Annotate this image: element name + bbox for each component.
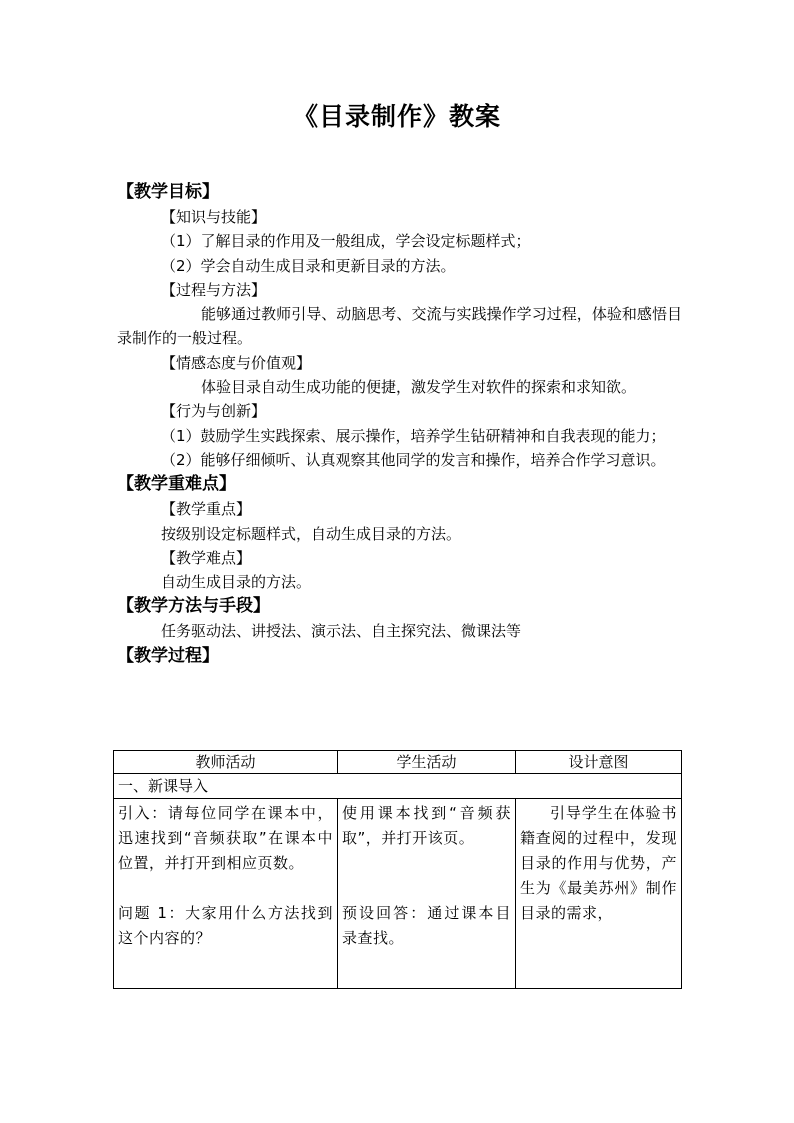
header-teacher-activity: 教师活动 [114, 751, 338, 774]
knowledge-item-2: （2）学会自动生成目录和更新目录的方法。 [161, 256, 456, 275]
process-method-text: 能够通过教师引导、动脑思考、交流与实践操作学习过程，体验和感悟目录制作的一般过程。 [117, 305, 682, 348]
table-section-row [114, 774, 682, 799]
student-activity-answer: 预设回答：通过课本目录查找。 [342, 904, 511, 947]
behavior-heading: 【行为与创新】 [161, 402, 267, 421]
teacher-activity-cell [114, 799, 338, 989]
focus-text: 按级别设定标题样式，自动生成目录的方法。 [161, 524, 462, 543]
knowledge-item-1: （1）了解目录的作用及一般组成，学会设定标题样式； [161, 232, 531, 251]
difficulty-heading: 【教学难点】 [161, 548, 252, 567]
difficulty-text: 自动生成目录的方法。 [161, 573, 312, 592]
emotion-heading: 【情感态度与价值观】 [161, 353, 312, 372]
emotion-text: 体验目录自动生成功能的便捷，激发学生对软件的探索和求知欲。 [201, 378, 637, 397]
knowledge-heading: 【知识与技能】 [161, 208, 267, 226]
document-title: 《目录制作》教案 [292, 102, 501, 131]
student-activity-action: 使用课本找到“音频获取”，并打开该页。 [342, 804, 511, 847]
teacher-activity-intro: 引入：请每位同学在课本中，迅速找到“音频获取”在课本中位置，并打开到相应页数。 [118, 804, 333, 872]
behavior-item-1: （1）鼓励学生实践探索、展示操作，培养学生钻研精神和自我表现的能力； [161, 426, 666, 445]
design-intent-text: 引导学生在体验书籍查阅的过程中，发现目录的作用与优势，产生为《最美苏州》制作目录的需求， [520, 804, 677, 922]
key-points-heading: 【教学重难点】 [117, 474, 236, 495]
section-title: 一、新课导入 [114, 774, 682, 799]
behavior-item-2: （2）能够仔细倾听、认真观察其他同学的发言和操作，培养合作学习意识。 [161, 450, 666, 469]
document-body [117, 180, 682, 669]
process-method-heading: 【过程与方法】 [161, 280, 267, 299]
design-intent-cell [516, 799, 682, 989]
table-row [114, 799, 682, 989]
student-activity-cell [338, 799, 516, 989]
methods-heading: 【教学方法与手段】 [117, 596, 270, 617]
teacher-activity-question: 问题 1：大家用什么方法找到这个内容的？ [118, 904, 333, 947]
header-student-activity: 学生活动 [338, 751, 516, 774]
teaching-process-heading: 【教学过程】 [117, 645, 219, 666]
header-design-intent: 设计意图 [516, 751, 682, 774]
objectives-heading: 【教学目标】 [117, 182, 219, 202]
teaching-process-table [113, 750, 682, 989]
table-header-row [114, 751, 682, 774]
focus-heading: 【教学重点】 [161, 500, 252, 519]
methods-text: 任务驱动法、讲授法、演示法、自主探究法、微课法等 [161, 622, 522, 641]
